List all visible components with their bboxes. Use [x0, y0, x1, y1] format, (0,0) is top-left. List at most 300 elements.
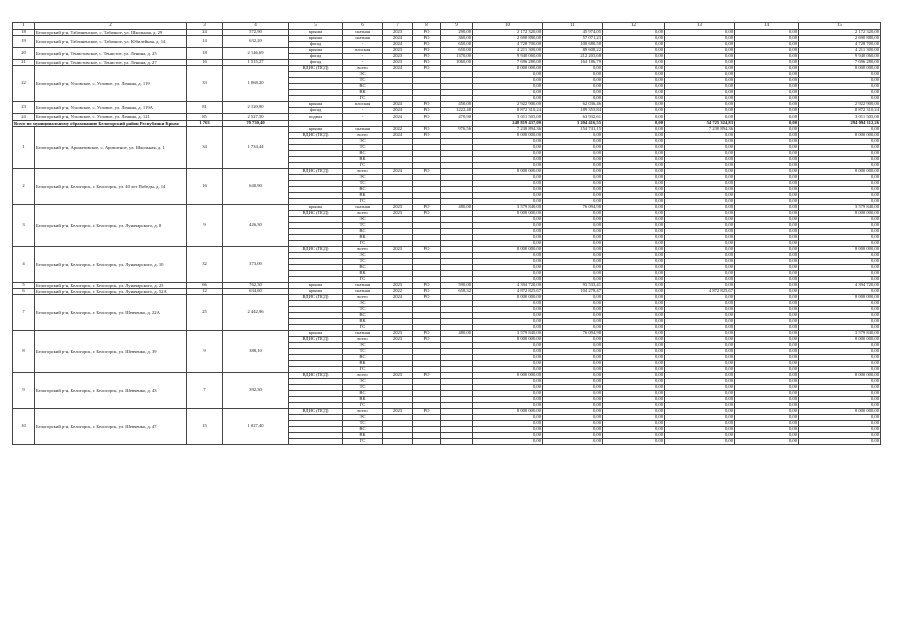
- data-cell: 0,00: [665, 150, 735, 156]
- data-cell: ВК: [343, 361, 383, 367]
- address-cell: Белогорский р-н, Тенистовское, с. Тенистое, ул. Ленина, д. 27: [35, 60, 187, 66]
- data-cell: 0,00: [735, 90, 799, 96]
- data-cell: 0,00: [543, 337, 603, 343]
- data-cell: 0,00: [473, 403, 543, 409]
- row-number-cell: 20: [13, 48, 35, 60]
- data-cell: 0,00: [665, 282, 735, 288]
- data-cell: 0,00: [665, 276, 735, 282]
- data-cell: 0,00: [543, 367, 603, 373]
- data-cell: 0,00: [665, 361, 735, 367]
- data-cell: 0,00: [603, 391, 665, 397]
- data-cell: 0,00: [603, 192, 665, 198]
- data-cell: 0,00: [543, 66, 603, 72]
- data-cell: 650,00: [441, 48, 473, 54]
- data-cell: крыша: [289, 36, 343, 42]
- data-cell: 0,00: [603, 132, 665, 138]
- data-cell: РО: [413, 42, 441, 48]
- data-cell: 0,00: [799, 72, 881, 78]
- apartments-cell: 7: [187, 373, 223, 409]
- data-cell: -: [343, 108, 383, 114]
- data-cell: 2 172 320,00: [799, 30, 881, 36]
- data-cell: всего: [343, 337, 383, 343]
- data-cell: 2024: [383, 108, 413, 114]
- data-cell: 0,00: [735, 102, 799, 108]
- data-cell: 0,00: [603, 228, 665, 234]
- apartments-cell: 24: [187, 30, 223, 36]
- data-cell: 89 608,22: [543, 48, 603, 54]
- data-cell: 8 872 310,24: [799, 108, 881, 114]
- data-cell: 0,00: [665, 409, 735, 415]
- data-cell: 0,00: [543, 361, 603, 367]
- data-cell: 0,00: [473, 222, 543, 228]
- data-cell: 0,00: [665, 132, 735, 138]
- data-cell: 0,00: [543, 84, 603, 90]
- data-cell: 0,00: [665, 264, 735, 270]
- data-cell: 0,00: [735, 216, 799, 222]
- apartments-cell: 34: [187, 126, 223, 168]
- data-cell: 0,00: [665, 102, 735, 108]
- data-cell: 0,00: [603, 42, 665, 48]
- data-cell: ЭС: [343, 343, 383, 349]
- data-cell: 0,00: [735, 409, 799, 415]
- data-cell: 976,56: [441, 126, 473, 132]
- data-cell: 0,00: [735, 295, 799, 301]
- header-number-cell: 11: [543, 23, 603, 30]
- data-cell: РО: [413, 373, 441, 379]
- data-cell: 0,00: [603, 174, 665, 180]
- data-cell: 2024: [383, 66, 413, 72]
- header-number-cell: 7: [383, 23, 413, 30]
- data-cell: 8 000 000,00: [799, 132, 881, 138]
- data-cell: 0,00: [665, 343, 735, 349]
- data-cell: 0,00: [735, 42, 799, 48]
- data-cell: 0,00: [603, 84, 665, 90]
- data-cell: 2024: [383, 295, 413, 301]
- data-cell: ГС: [343, 439, 383, 445]
- data-cell: 2023: [383, 331, 413, 337]
- data-cell: 2022: [383, 126, 413, 132]
- data-cell: 0,00: [603, 343, 665, 349]
- data-cell: 0,00: [665, 72, 735, 78]
- data-cell: 0,00: [665, 90, 735, 96]
- data-cell: 0,00: [473, 198, 543, 204]
- data-cell: 0,00: [735, 48, 799, 54]
- data-cell: 3 011 505,00: [799, 114, 881, 120]
- data-cell: 2024: [383, 102, 413, 108]
- data-cell: 0,00: [799, 186, 881, 192]
- data-cell: 0,00: [665, 54, 735, 60]
- data-cell: 0,00: [603, 270, 665, 276]
- address-cell: Белогорский р-н, Белогорск, г. Белогорск, ул. Луначарского, д. 8: [35, 204, 187, 246]
- data-cell: 0,00: [735, 72, 799, 78]
- data-cell: 0,00: [473, 258, 543, 264]
- data-cell: 0,00: [735, 391, 799, 397]
- data-cell: 2022: [383, 289, 413, 295]
- data-cell: 0,00: [735, 84, 799, 90]
- address-cell: Белогорский р-н, Угловское, с. Угловое, ул. Ленина, д. 121: [35, 114, 187, 120]
- data-cell: РО: [413, 246, 441, 252]
- address-cell: Белогорский р-н, Белогорск, г. Белогорск, ул. Шевченко, д. 43: [35, 373, 187, 409]
- data-cell: скатная: [343, 36, 383, 42]
- data-cell: 2024: [383, 42, 413, 48]
- data-cell: 0,00: [543, 252, 603, 258]
- data-cell: 0,00: [799, 325, 881, 331]
- data-cell: 0,00: [473, 433, 543, 439]
- data-cell: 0,00: [665, 355, 735, 361]
- header-number-cell: 6: [343, 23, 383, 30]
- header-number-cell: 8: [413, 23, 441, 30]
- data-cell: 8 000 000,00: [799, 210, 881, 216]
- data-cell: РО: [413, 409, 441, 415]
- data-cell: 0,00: [473, 319, 543, 325]
- data-cell: 0,00: [799, 313, 881, 319]
- data-cell: ТС: [343, 78, 383, 84]
- data-cell: 0,00: [665, 156, 735, 162]
- data-cell: 8 000 000,00: [473, 66, 543, 72]
- data-cell: РО: [413, 126, 441, 132]
- data-cell: 8 000 000,00: [473, 210, 543, 216]
- header-number-cell: 12: [603, 23, 665, 30]
- data-cell: 2 172 320,00: [473, 30, 543, 36]
- data-cell: 0,00: [543, 192, 603, 198]
- row-number-cell: 2: [13, 168, 35, 204]
- data-cell: всего: [343, 210, 383, 216]
- data-cell: 0,00: [735, 204, 799, 210]
- data-cell: ВК: [343, 433, 383, 439]
- data-cell: 0,00: [799, 264, 881, 270]
- data-cell: 0,00: [603, 222, 665, 228]
- data-cell: ЭС: [343, 138, 383, 144]
- data-cell: 0,00: [543, 403, 603, 409]
- data-cell: 0,00: [799, 361, 881, 367]
- data-cell: 0,00: [543, 168, 603, 174]
- data-cell: 0,00: [473, 343, 543, 349]
- data-cell: 0,00: [603, 144, 665, 150]
- data-cell: 4 728 700,00: [473, 42, 543, 48]
- data-cell: 0,00: [473, 78, 543, 84]
- data-cell: 0,00: [473, 361, 543, 367]
- data-cell: 0,00: [665, 48, 735, 54]
- data-cell: 2023: [383, 337, 413, 343]
- data-cell: ГС: [343, 403, 383, 409]
- data-cell: 0,00: [473, 252, 543, 258]
- data-cell: 0,00: [603, 210, 665, 216]
- data-cell: 8 000 000,00: [473, 168, 543, 174]
- data-cell: 0,00: [665, 210, 735, 216]
- data-cell: ВДИС (ПСД): [289, 337, 343, 343]
- data-cell: ТС: [343, 421, 383, 427]
- area-cell: 2 120,90: [223, 102, 289, 114]
- data-cell: [441, 439, 473, 445]
- data-cell: 63 932,61: [543, 114, 603, 120]
- address-cell: Белогорский р-н, Белогорск, г. Белогорск, ул. 40 лет Победы, д. 14: [35, 168, 187, 204]
- data-cell: 0,00: [543, 385, 603, 391]
- data-cell: 0,00: [473, 228, 543, 234]
- data-cell: крыша: [289, 126, 343, 132]
- data-cell: РО: [413, 108, 441, 114]
- data-cell: 9 940 060,00: [799, 54, 881, 60]
- data-cell: 0,00: [473, 72, 543, 78]
- header-number-cell: 15: [799, 23, 881, 30]
- data-cell: 0,00: [543, 150, 603, 156]
- data-cell: 76 094,98: [543, 204, 603, 210]
- data-cell: ВДИС (ПСД): [289, 246, 343, 252]
- data-cell: 45 974,05: [543, 30, 603, 36]
- data-cell: 2023: [383, 210, 413, 216]
- data-cell: 8 000 000,00: [473, 132, 543, 138]
- data-cell: 0,00: [665, 252, 735, 258]
- area-cell: 426,30: [223, 204, 289, 246]
- data-cell: ТС: [343, 180, 383, 186]
- area-cell: 392,30: [223, 373, 289, 409]
- data-cell: 4 211 300,00: [473, 48, 543, 54]
- data-cell: 0,00: [543, 276, 603, 282]
- area-cell: 640,90: [223, 168, 289, 204]
- data-cell: всего: [343, 409, 383, 415]
- data-cell: крыша: [289, 282, 343, 288]
- data-cell: 0,00: [665, 180, 735, 186]
- data-cell: 0,00: [665, 204, 735, 210]
- data-cell: РО: [413, 114, 441, 120]
- header-number-cell: 9: [441, 23, 473, 30]
- data-cell: 4 872 825,67: [473, 289, 543, 295]
- data-cell: 0,00: [543, 162, 603, 168]
- data-cell: 2 922 900,00: [799, 102, 881, 108]
- area-cell: 2 442,96: [223, 295, 289, 331]
- data-cell: 0,00: [473, 234, 543, 240]
- data-cell: 658,32: [441, 289, 473, 295]
- data-cell: 0,00: [799, 258, 881, 264]
- data-cell: 0,00: [665, 96, 735, 102]
- data-cell: 0,00: [735, 301, 799, 307]
- data-cell: 0,00: [603, 234, 665, 240]
- data-cell: 0,00: [735, 240, 799, 246]
- data-cell: 164 186,79: [543, 60, 603, 66]
- data-cell: РО: [413, 289, 441, 295]
- apartments-cell: 81: [187, 102, 223, 114]
- data-cell: 0,00: [799, 138, 881, 144]
- data-cell: ВДИС (ПСД): [289, 409, 343, 415]
- data-cell: 0,00: [603, 282, 665, 288]
- data-cell: 0,00: [665, 42, 735, 48]
- data-cell: 0,00: [665, 367, 735, 373]
- header-number-cell: 2: [35, 23, 187, 30]
- data-cell: ВС: [343, 150, 383, 156]
- row-number-cell: 5: [13, 282, 35, 288]
- data-cell: всего: [343, 168, 383, 174]
- data-cell: [289, 439, 343, 445]
- data-cell: 0,00: [603, 427, 665, 433]
- data-cell: 480,00: [441, 331, 473, 337]
- data-cell: скатная: [343, 30, 383, 36]
- data-cell: 0,00: [799, 385, 881, 391]
- data-cell: 154 741,15: [543, 126, 603, 132]
- data-cell: 0,00: [735, 222, 799, 228]
- data-cell: 0,00: [603, 252, 665, 258]
- data-cell: ГС: [343, 240, 383, 246]
- address-cell: Белогорский р-н, Угловское, с. Угловое, ул. Ленина, д. 119А: [35, 102, 187, 114]
- data-cell: 0,00: [799, 403, 881, 409]
- data-cell: 2023: [383, 54, 413, 60]
- data-cell: ВК: [343, 156, 383, 162]
- data-cell: 0,00: [473, 216, 543, 222]
- data-cell: 0,00: [799, 84, 881, 90]
- data-cell: 0,00: [735, 198, 799, 204]
- data-cell: 0,00: [473, 415, 543, 421]
- data-cell: 2024: [383, 36, 413, 42]
- data-cell: 0,00: [473, 307, 543, 313]
- data-cell: 0,00: [735, 150, 799, 156]
- data-cell: 0,00: [543, 349, 603, 355]
- data-cell: 0,00: [799, 96, 881, 102]
- data-cell: 0,00: [603, 264, 665, 270]
- data-cell: ВК: [343, 397, 383, 403]
- data-cell: 470,90: [441, 114, 473, 120]
- row-number-cell: 1: [13, 126, 35, 168]
- data-cell: 8 000 000,00: [799, 337, 881, 343]
- data-cell: 8 000 000,00: [799, 246, 881, 252]
- data-cell: 290,00: [441, 30, 473, 36]
- data-cell: 7 230 894,36: [665, 126, 735, 132]
- data-cell: 0,00: [603, 307, 665, 313]
- data-cell: РО: [413, 210, 441, 216]
- total-value-cell: 0,00: [603, 120, 665, 126]
- data-cell: 0,00: [543, 198, 603, 204]
- data-cell: 93 533,41: [543, 282, 603, 288]
- data-cell: 0,00: [543, 72, 603, 78]
- data-cell: 0,00: [603, 246, 665, 252]
- header-number-cell: 1: [13, 23, 35, 30]
- data-cell: 0,00: [735, 78, 799, 84]
- data-cell: 0,00: [735, 373, 799, 379]
- data-cell: ЭС: [343, 216, 383, 222]
- data-cell: 0,00: [735, 108, 799, 114]
- data-cell: 0,00: [473, 391, 543, 397]
- data-cell: 0,00: [665, 331, 735, 337]
- data-cell: 0,00: [665, 415, 735, 421]
- data-cell: ВДИС (ПСД): [289, 373, 343, 379]
- document-page: [12, 22, 880, 445]
- data-cell: ВДИС (ПСД): [289, 66, 343, 72]
- data-cell: 0,00: [735, 192, 799, 198]
- data-cell: 8 000 000,00: [473, 409, 543, 415]
- data-cell: 0,00: [603, 361, 665, 367]
- data-cell: 0,00: [543, 246, 603, 252]
- address-cell: Белогорский р-н, Белогорск, г. Белогорск, ул. Шевченко, д. 39: [35, 331, 187, 373]
- data-cell: 0,00: [603, 301, 665, 307]
- data-cell: 0,00: [543, 234, 603, 240]
- apartments-cell: 15: [187, 409, 223, 445]
- data-cell: РО: [413, 295, 441, 301]
- data-cell: ЭС: [343, 379, 383, 385]
- data-cell: 0,00: [543, 307, 603, 313]
- data-cell: 0,00: [799, 433, 881, 439]
- data-cell: 3 579 840,00: [473, 331, 543, 337]
- data-cell: 0,00: [735, 174, 799, 180]
- data-cell: 0,00: [543, 240, 603, 246]
- data-cell: 4 728 700,00: [799, 42, 881, 48]
- data-cell: 0,00: [735, 114, 799, 120]
- data-cell: 0,00: [473, 367, 543, 373]
- data-cell: 0,00: [603, 54, 665, 60]
- area-cell: 572,90: [223, 30, 289, 36]
- data-cell: 0,00: [603, 138, 665, 144]
- data-cell: 0,00: [799, 289, 881, 295]
- data-cell: 0,00: [473, 313, 543, 319]
- data-cell: 0,00: [665, 397, 735, 403]
- table-body: [13, 23, 881, 445]
- data-cell: ВС: [343, 313, 383, 319]
- data-cell: ВК: [343, 234, 383, 240]
- data-cell: 0,00: [799, 228, 881, 234]
- data-cell: скатная: [343, 126, 383, 132]
- data-cell: 7 696 280,00: [799, 60, 881, 66]
- data-cell: 0,00: [799, 415, 881, 421]
- data-cell: 0,00: [799, 276, 881, 282]
- data-cell: 0,00: [665, 349, 735, 355]
- data-cell: 0,00: [603, 102, 665, 108]
- data-cell: 0,00: [665, 427, 735, 433]
- data-cell: 8 000 000,00: [473, 246, 543, 252]
- data-cell: 360,00: [441, 36, 473, 42]
- data-cell: РО: [413, 54, 441, 60]
- data-cell: 0,00: [665, 174, 735, 180]
- data-cell: 2 922 900,00: [473, 102, 543, 108]
- data-cell: 0,00: [473, 180, 543, 186]
- data-cell: 0,00: [543, 325, 603, 331]
- row-number-cell: 23: [13, 102, 35, 114]
- data-cell: ГС: [343, 325, 383, 331]
- data-cell: 0,00: [665, 36, 735, 42]
- data-cell: 0,00: [665, 313, 735, 319]
- data-cell: 0,00: [799, 180, 881, 186]
- data-cell: всего: [343, 295, 383, 301]
- data-cell: 0,00: [735, 180, 799, 186]
- data-cell: 0,00: [603, 96, 665, 102]
- total-value-cell: 248 819 437,09: [473, 120, 543, 126]
- address-cell: Белогорский р-н, Белогорск, г. Белогорск, ул. Луначарского, д. 25: [35, 282, 187, 288]
- data-cell: 0,00: [735, 379, 799, 385]
- data-cell: 0,00: [603, 337, 665, 343]
- data-cell: 0,00: [799, 379, 881, 385]
- address-cell: Белогорский р-н, Аромативское, с. Аромлтное, ул. Школьная, д. 1: [35, 126, 187, 168]
- data-cell: 0,00: [603, 156, 665, 162]
- data-cell: ЭС: [343, 174, 383, 180]
- data-cell: ТС: [343, 307, 383, 313]
- data-cell: 0,00: [473, 240, 543, 246]
- data-cell: фасад: [289, 108, 343, 114]
- data-cell: ВК: [343, 90, 383, 96]
- data-cell: 0,00: [473, 439, 543, 445]
- data-cell: 4 394 720,00: [473, 282, 543, 288]
- data-cell: 0,00: [799, 319, 881, 325]
- data-cell: ГС: [343, 162, 383, 168]
- data-cell: [383, 439, 413, 445]
- data-cell: РО: [413, 204, 441, 210]
- row-number-cell: 8: [13, 331, 35, 373]
- data-cell: 0,00: [543, 295, 603, 301]
- data-cell: 0,00: [603, 180, 665, 186]
- data-cell: РО: [413, 102, 441, 108]
- data-cell: 0,00: [543, 174, 603, 180]
- data-cell: 0,00: [799, 349, 881, 355]
- data-cell: 0,00: [603, 108, 665, 114]
- data-cell: 0,00: [543, 264, 603, 270]
- data-cell: крыша: [289, 289, 343, 295]
- data-cell: 0,00: [665, 138, 735, 144]
- data-cell: ТС: [343, 222, 383, 228]
- data-cell: 8 872 310,24: [473, 108, 543, 114]
